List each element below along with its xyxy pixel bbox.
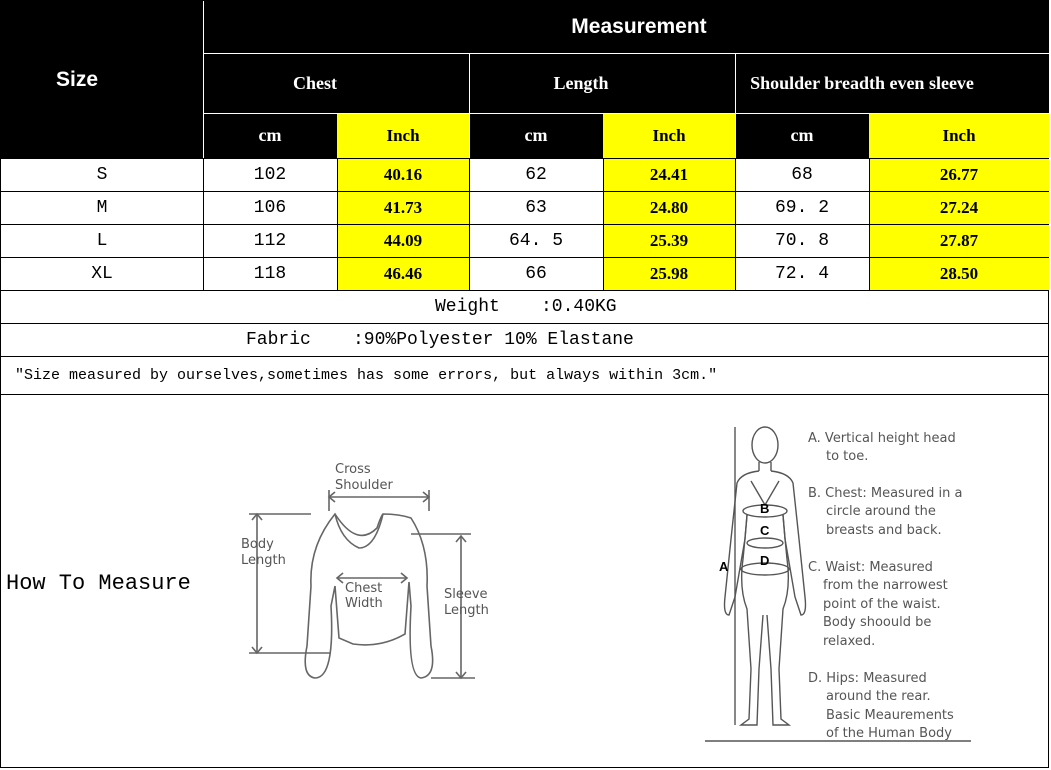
weight-value: :0.40KG	[541, 297, 617, 317]
table-cell: 46.46	[383, 263, 423, 283]
marker-a: A	[719, 559, 729, 574]
how-to-measure-label: How To Measure	[6, 571, 191, 596]
note-c-1: C. Waist: Measured	[808, 560, 933, 575]
shoulder-header: Shoulder breadth even sleeve	[750, 72, 974, 93]
table-cell: 64. 5	[508, 230, 563, 251]
marker-b: B	[760, 501, 770, 516]
table-cell: 106	[253, 197, 287, 218]
cross-shoulder-label-2: Shoulder	[335, 478, 393, 493]
note-c-4: Body shoould be	[823, 615, 932, 630]
table-cell: 28.50	[939, 263, 979, 283]
table-cell: 27.87	[939, 230, 979, 250]
weight-row	[1, 291, 1049, 323]
table-cell: 26.77	[939, 164, 979, 184]
table-cell: 25.39	[649, 230, 689, 250]
note-a-2: to toe.	[826, 449, 869, 464]
table-cell: 62	[525, 164, 547, 185]
sleeve-length-label: Sleeve	[444, 587, 488, 602]
note-b-2: circle around the	[826, 504, 936, 519]
table-cell: 24.80	[649, 197, 689, 217]
marker-c: C	[760, 523, 770, 538]
table-cell: 112	[253, 230, 287, 251]
chest-width-label: Chest	[345, 581, 383, 596]
table-cell: 63	[525, 197, 547, 218]
table-cell: 118	[253, 263, 287, 284]
table-cell: 25.98	[649, 263, 689, 283]
note-d-2: around the rear.	[826, 689, 931, 704]
table-row-size: L	[96, 230, 108, 251]
unit-shoulder-cm: cm	[790, 125, 814, 145]
table-cell: 68	[791, 164, 813, 185]
table-cell: 72. 4	[774, 263, 829, 284]
note-d-1: D. Hips: Measured	[808, 671, 927, 686]
body-length-label-2: Length	[241, 553, 286, 568]
length-header: Length	[553, 72, 609, 93]
measurement-header: Measurement	[571, 15, 707, 38]
table-cell: 70. 8	[774, 230, 829, 251]
note-d-4: of the Human Body	[826, 726, 952, 741]
table-cell: 41.73	[383, 197, 423, 217]
note-c-5: relaxed.	[823, 634, 876, 649]
table-row-size: S	[96, 164, 108, 185]
note-c-3: point of the waist.	[823, 597, 941, 612]
body-length-label: Body	[241, 537, 274, 552]
unit-chest-cm: cm	[258, 125, 282, 145]
table-cell: 44.09	[383, 230, 423, 250]
marker-d: D	[760, 553, 770, 568]
note-b-3: breasts and back.	[826, 523, 942, 538]
sleeve-length-label-2: Length	[444, 603, 489, 618]
chest-width-label-2: Width	[345, 596, 383, 611]
note-b-1: B. Chest: Measured in a	[808, 486, 963, 501]
weight-label: Weight	[435, 297, 500, 317]
fabric-label: Fabric	[246, 330, 311, 350]
fabric-value: :90%Polyester 10% Elastane	[353, 330, 634, 350]
unit-shoulder-inch: Inch	[869, 114, 1049, 158]
table-row-size: XL	[91, 263, 113, 284]
table-cell: 24.41	[649, 164, 689, 184]
unit-chest-inch: Inch	[337, 114, 469, 158]
table-cell: 27.24	[939, 197, 979, 217]
chest-header: Chest	[293, 72, 337, 93]
note-a-1: A. Vertical height head	[808, 431, 956, 446]
table-cell: 66	[525, 263, 547, 284]
unit-length-inch: Inch	[603, 114, 735, 158]
note-d-3: Basic Meaurements	[826, 708, 954, 723]
size-header: Size	[55, 67, 99, 91]
cross-shoulder-label: Cross	[335, 462, 371, 477]
note-c-2: from the narrowest	[823, 578, 948, 593]
table-cell: 69. 2	[774, 197, 829, 218]
unit-length-cm: cm	[524, 125, 548, 145]
shirt-measure-diagram	[231, 456, 511, 691]
table-cell: 40.16	[383, 164, 423, 184]
table-row-size: M	[96, 197, 108, 218]
fabric-row	[1, 324, 1049, 356]
table-cell: 102	[253, 164, 287, 185]
body-measure-diagram	[701, 419, 981, 747]
size-note: "Size measured by ourselves,sometimes has some errors, but always within 3cm."	[15, 367, 718, 384]
